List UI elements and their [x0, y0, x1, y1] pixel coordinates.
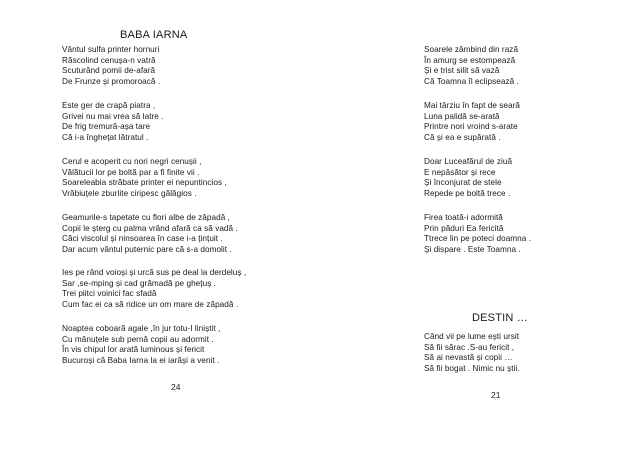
- verse-line: Vrăbiuțele zburlite ciripesc gălăgios .: [62, 188, 197, 198]
- verse-line: Vântul sulfa printer hornuri: [62, 45, 160, 54]
- verse-line: Trei piitci voinici fac sfadă: [62, 289, 157, 299]
- poem-title: BABA IARNA: [120, 29, 188, 41]
- verse-line: Că i-a înghețat lătratul .: [62, 132, 149, 142]
- stanza-3: [62, 157, 227, 199]
- right-page: [319, 0, 638, 452]
- stanza-destin: [424, 332, 520, 374]
- stanza-6: [62, 324, 220, 366]
- verse-line: Și e trist silit să vază: [424, 66, 500, 76]
- verse-line: Dar acum vântul puternic pare că s-a domolit .: [62, 244, 232, 254]
- stanza-2: [62, 101, 164, 143]
- page-number: 24: [171, 382, 181, 392]
- verse-line: Printre nori vroind s-arate: [424, 122, 518, 132]
- verse-line: Luna palidă se-arată: [424, 111, 500, 121]
- page-number: 21: [491, 390, 501, 400]
- verse-line: Geamurile-s tapetate cu flori albe de zăpadă ,: [62, 213, 230, 222]
- verse-line: Repede pe boltă trece .: [424, 188, 511, 198]
- verse-line: Firea toată-i adormită: [424, 213, 503, 222]
- verse-line: Soarele zâmbind din rază: [424, 45, 519, 54]
- poem-title: DESTIN …: [472, 312, 528, 324]
- verse-line: Noaptea coboară agale ,în jur totu-I liniștit ,: [62, 324, 221, 333]
- verse-line: Și dispare . Este Toamna .: [424, 244, 521, 254]
- verse-line: Să ai nevastă și copii …: [424, 353, 513, 363]
- stanza-4: [62, 213, 238, 255]
- verse-line: Copii le șterg cu palma vrând afară ca să vadă .: [62, 223, 238, 233]
- verse-line: Cerul e acoperit cu nori negri cenușii ,: [62, 157, 202, 166]
- verse-line: Să fii sărac .S-au fericit ,: [424, 342, 515, 352]
- verse-line: Când vii pe lume ești ursit: [424, 332, 520, 341]
- verse-line: Este ger de crapă piatra ,: [62, 101, 156, 110]
- verse-line: Bucuroși că Baba Iarna la ei iarăși a venit .: [62, 355, 220, 365]
- verse-line: Vălătucii lor pe boltă par a fi finite vii .: [62, 167, 200, 177]
- verse-line: Că Toamna îl eclipsează .: [424, 76, 519, 86]
- verse-line: Sar ,se-mping și cad grămadă pe ghețuș .: [62, 278, 217, 288]
- verse-line: Ies pe rând voioși și urcă sus pe deal la derdeluș ,: [62, 268, 247, 277]
- verse-line: De frig tremură-așa tare: [62, 122, 151, 132]
- verse-line: Grivei nu mai vrea să latre .: [62, 111, 164, 121]
- verse-line: Căci viscolul și ninsoarea în case i-a țințuit .: [62, 234, 223, 244]
- verse-line: E nepăsător și rece: [424, 167, 496, 177]
- verse-line: Să fii bogat . Nimic nu știi.: [424, 363, 520, 373]
- verse-line: În amurg se estompează: [424, 55, 516, 65]
- verse-line: Soareleabia străbate printer ei nepuntincios ,: [62, 178, 227, 188]
- stanza-2: [424, 101, 520, 143]
- verse-line: Și înconjurat de stele: [424, 178, 502, 188]
- verse-line: Răscolind cenușa-n vatră: [62, 55, 156, 65]
- verse-line: Prin păduri Ea fericită: [424, 223, 504, 233]
- verse-line: Scuturând pomii de-afară: [62, 66, 156, 76]
- verse-line: În vis chipul lor arată luminous și fericit: [62, 345, 205, 355]
- verse-line: Că și ea e supărată .: [424, 132, 501, 142]
- stanza-5: [62, 268, 246, 310]
- stanza-3: [424, 157, 512, 199]
- verse-line: Ttrece lin pe poteci doamna .: [424, 234, 532, 244]
- verse-line: De Frunze și promoroacă .: [62, 76, 161, 86]
- stanza-1: [424, 45, 519, 87]
- verse-line: Cu mânuțele sub pernă copii au adormit .: [62, 334, 214, 344]
- stanza-1: [62, 45, 160, 87]
- verse-line: Doar Luceafărul de ziuă: [424, 157, 513, 166]
- stanza-4: [424, 213, 531, 255]
- verse-line: Mai târziu în fapt de seară: [424, 101, 521, 110]
- verse-line: Cum fac ei ca să ridice un om mare de zăpadă .: [62, 299, 239, 309]
